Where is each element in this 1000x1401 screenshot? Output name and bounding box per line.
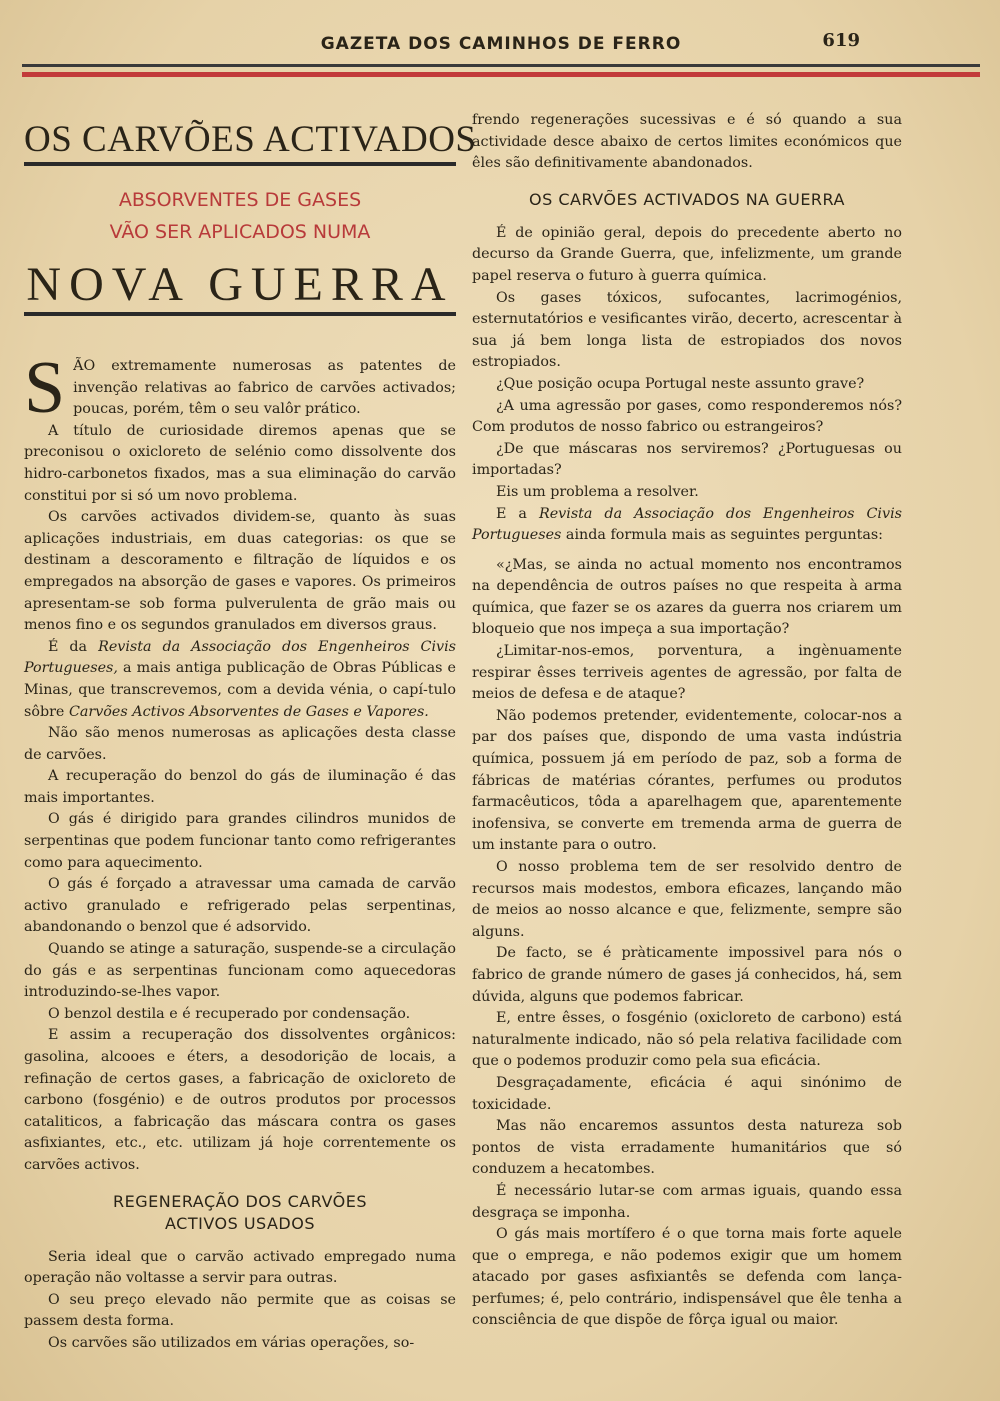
paragraph: O gás é dirigido para grandes cilindros munidos de serpentinas que podem funcionar tanto como refrigerantes como para aquecimento. xyxy=(24,811,456,871)
page-number: 619 xyxy=(822,30,860,51)
paragraph: É de opinião geral, depois do precedente aberto no decurso da Grande Guerra, que, infelizmente, um grande papel reserva o futuro à guerra química. xyxy=(472,224,902,284)
paragraph: ¿Limitar-nos-emos, porventura, a ingènuamente respirar êsses terriveis agentes de agressão, por falta de meios de defesa e de ataque? xyxy=(472,643,902,703)
subtitle-line-1: ABSORVENTES DE GASES xyxy=(118,189,362,211)
paragraph: Mas não encaremos assuntos desta natureza sob pontos de vista erradamente humanitários que só conduzem a hecatombes. xyxy=(472,1118,902,1178)
paragraph: E a Revista da Associação dos Engenheiros Civis Portugueses ainda formula mais as seguintes perguntas: xyxy=(472,505,902,544)
paragraph: Os gases tóxicos, sufocantes, lacrimogénios, esternutatórios e vesificantes virão, decerto, acrescentar à sua já bem longa lista de estropiados dos novos estropiados. xyxy=(472,289,902,371)
header-rule-red xyxy=(22,72,980,77)
paragraph: Os carvões activados dividem-se, quanto às suas aplicações industriais, em duas categorias: os que se destinam a descoramento e filtração de líquidos e os empregados na absorção de gases e vapores. Os primeiros apresentam-se sob forma pulverulenta de grão mais ou menos fino e os segundos granulados em diversos graus. xyxy=(24,509,456,634)
left-column xyxy=(24,110,477,1355)
paragraph: O seu preço elevado não permite que as coisas se passem desta forma. xyxy=(24,1291,456,1330)
article-subtitle xyxy=(24,184,456,248)
right-column xyxy=(472,110,902,1332)
paragraph: O benzol destila e é recuperado por condensação. xyxy=(48,1005,411,1022)
paragraph: ¿A uma agressão por gases, como responderemos nós? Com produtos de nosso fabrico ou estrangeiros? xyxy=(472,397,902,436)
article-title: OS CARVÕES ACTIVADOS xyxy=(24,119,477,160)
paragraph: Quando se atinge a saturação, suspende-se a circulação do gás e as serpentinas funcionam como aquecedoras introduzindo-se-lhes vapor. xyxy=(24,941,456,1001)
journal-reference: Revista da Associação dos Engenheiros Civis Portugueses xyxy=(472,505,902,544)
paragraph: Desgraçadamente, eficácia é aqui sinónimo de toxicidade. xyxy=(472,1074,902,1113)
paragraph: Não podemos pretender, evidentemente, colocar-nos a par dos países que, dispondo de uma vasta indústria química, possuem já em período de paz, sob a forma de fábricas de matérias córantes, perfumes ou produtos farmacêuticos, tôda a aparelhagem que, aparentemente inofensiva, se converte em tremenda arma de guerra de um instante para o outro. xyxy=(472,707,902,854)
paragraph: Seria ideal que o carvão activado empregado numa operação não voltasse a servir para outras. xyxy=(24,1248,456,1287)
page-header xyxy=(22,28,980,84)
chapter-reference: Carvões Activos Absorventes de Gases e Vapores. xyxy=(68,703,429,720)
header-rule-black xyxy=(22,64,980,67)
section-heading-regeneracao: REGENERAÇÃO DOS CARVÕES ACTIVOS USADOS xyxy=(113,1191,367,1233)
paragraph: O nosso problema tem de ser resolvido dentro de recursos mais modestos, embora eficazes, lançando mão de meios ao nosso alcance e que, felizmente, sempre são alguns. xyxy=(472,859,902,940)
paragraph: ¿Que posição ocupa Portugal neste assunto grave? xyxy=(496,375,865,392)
paragraph: Os carvões são utilizados em várias operações, so- xyxy=(48,1334,415,1351)
paragraph: ¿De que máscaras nos serviremos? ¿Portuguesas ou importadas? xyxy=(472,440,902,479)
paragraph: frendo regenerações sucessivas e é só quando a sua actividade desce abaixo de certos limites económicos que êles são definitivamente abandonados. xyxy=(472,112,902,172)
paragraph: De facto, se é pràticamente impossivel para nós o fabrico de grande número de gases já conhecidos, há, sem dúvida, alguns que podemos fabricar. xyxy=(472,945,902,1005)
paragraph: A título de curiosidade diremos apenas que se preconisou o oxicloreto de selénio como dissolvente dos hidro-carbonetos fixados, mas a sua eliminação do carvão constitui por si só um novo problema. xyxy=(24,422,456,504)
title-rule xyxy=(24,162,456,166)
paragraph: E, entre êsses, o fosgénio (oxicloreto de carbono) está naturalmente indicado, não só pela relativa facilidade com que o podemos produzir como pela sua eficácia. xyxy=(472,1010,902,1070)
paragraph: Não são menos numerosas as aplicações desta classe de carvões. xyxy=(24,725,456,763)
paragraph: Eis um problema a resolver. xyxy=(496,483,699,500)
article-title-big: NOVA GUERRA xyxy=(26,258,454,311)
paragraph: O gás mais mortífero é o que torna mais forte aquele que o emprega, e não podemos exigir que um homem atacado por gases asfixiantês se defenda com lança-perfumes; é, pelo contrário, indispensável que êle tenha a consciência de que dispõe de fôrça igual ou maior. xyxy=(472,1226,902,1329)
journal-title: GAZETA DOS CAMINHOS DE FERRO xyxy=(320,34,682,54)
paragraph: O gás é forçado a atravessar uma camada de carvão activo granulado e refrigerado pelas serpentinas, abandonando o benzol que é adsorvido. xyxy=(24,876,456,936)
paragraph: É da Revista da Associação dos Engenheiros Civis Portugueses, a mais antiga publicação de Obras Públicas e Minas, que transcrevemos, com a devida vénia, o capí-tulo sôbre Carvões Activos Absorventes de Gases e Vapores. xyxy=(24,638,456,720)
paragraph: SÃO extremamente numerosas as patentes de invenção relativas ao fabrico de carvões activados; poucas, porém, têm o seu valôr prático. xyxy=(24,347,456,429)
title-big-rule xyxy=(24,312,456,316)
paragraph: É necessário lutar-se com armas iguais, quando essa desgraça se imponha. xyxy=(472,1182,902,1221)
paragraph: A recuperação do benzol do gás de iluminação é das mais importantes. xyxy=(24,768,456,806)
journal-reference: Revista da Associação dos Engenheiros Civis Portugueses, xyxy=(24,638,456,677)
paragraph: E assim a recuperação dos dissolventes orgânicos: gasolina, alcooes e éters, a desodorição de locais, a refinação de certos gases, a fabricação de oxicloreto de carbono (fosgénio) e de outros produtos por processos cataliticos, a fabricação das máscara contra os gases asfixiantes, etc., etc. utilizam já hoje correntemente os carvões activos. xyxy=(24,1027,456,1173)
dropcap: S xyxy=(24,347,66,429)
subtitle-line-2: VÃO SER APLICADOS NUMA xyxy=(109,221,371,243)
section-heading-guerra: OS CARVÕES ACTIVADOS NA GUERRA xyxy=(529,189,845,209)
paragraph: «¿Mas, se ainda no actual momento nos encontramos na dependência de outros países no que respeita à arma química, que fazer se os azares da guerra nos criarem um bloqueio que nos impeça a sua importação? xyxy=(472,556,902,638)
